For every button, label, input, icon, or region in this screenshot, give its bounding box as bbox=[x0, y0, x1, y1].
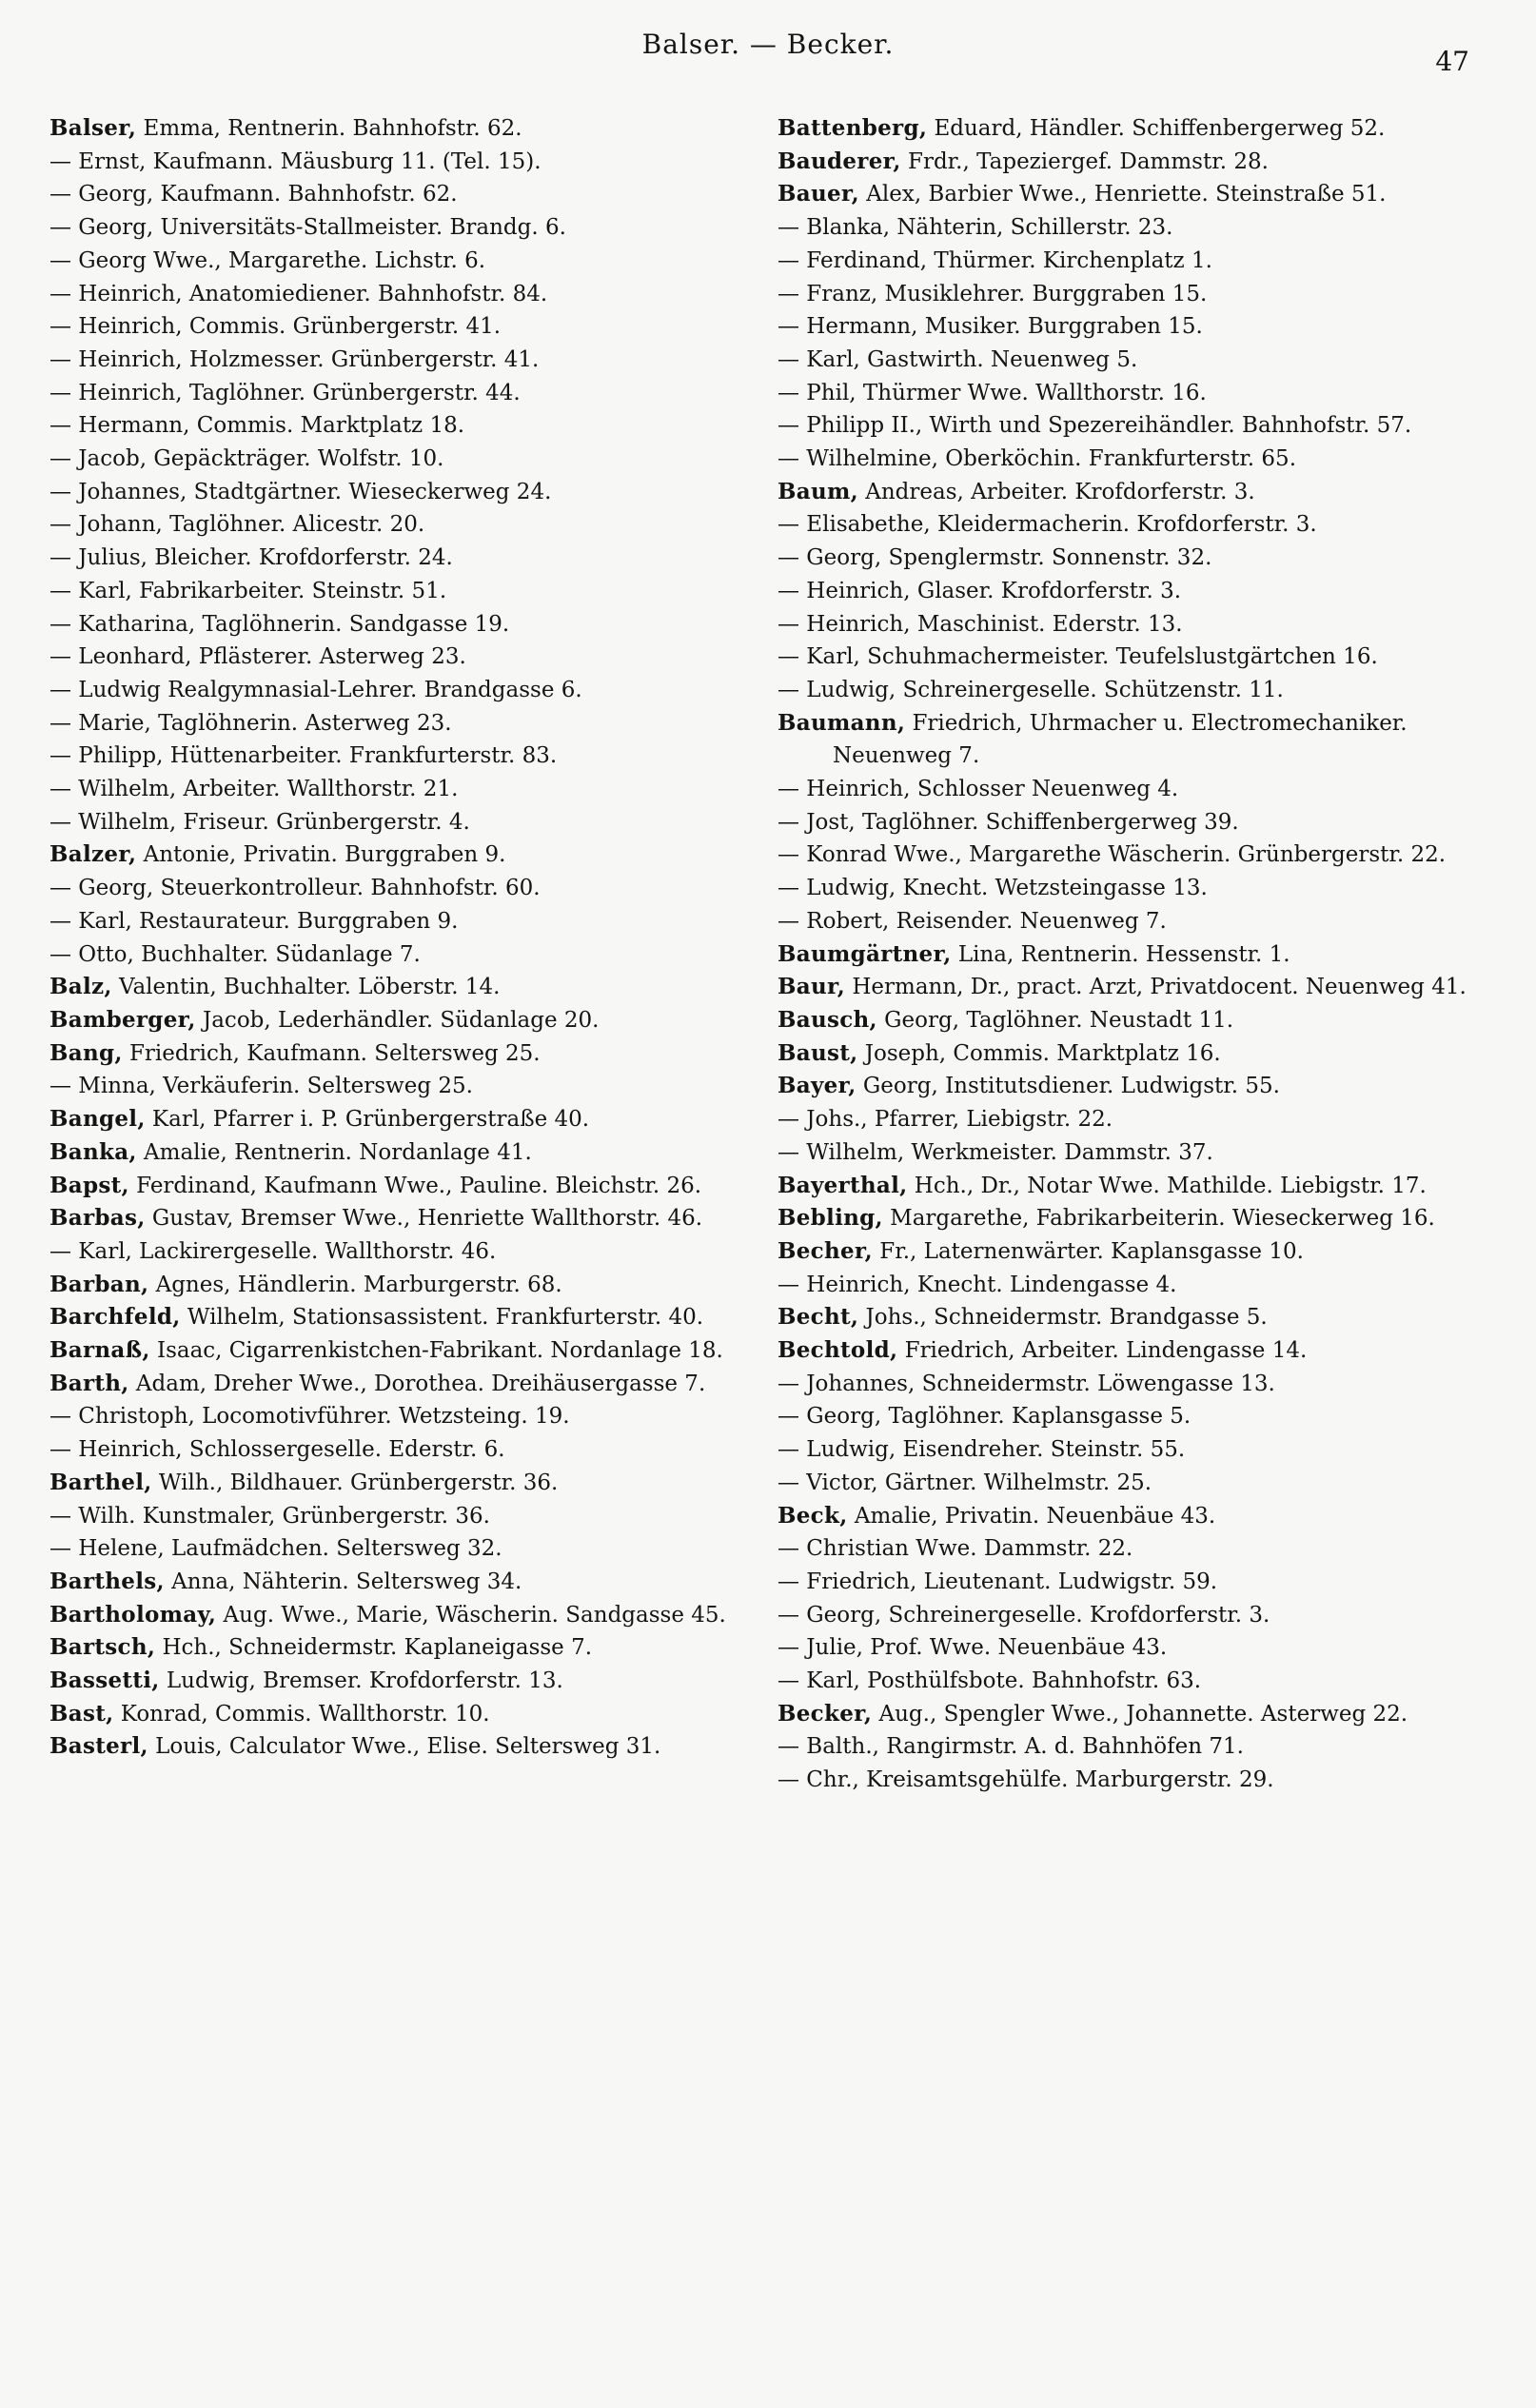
directory-entry bbox=[778, 905, 1487, 938]
entry-surname: Bamberger, bbox=[49, 1006, 196, 1033]
entry-details: — Heinrich, Commis. Grünbergerstr. 41. bbox=[49, 314, 502, 340]
entry-details: — Georg Wwe., Margarethe. Lichstr. 6. bbox=[49, 247, 486, 273]
entry-details: — Hermann, Commis. Marktplatz 18. bbox=[49, 413, 465, 439]
directory-entry bbox=[49, 542, 758, 575]
entry-surname: Baust, bbox=[778, 1039, 858, 1066]
entry-details: — Victor, Gärtner. Wilhelmstr. 25. bbox=[778, 1470, 1152, 1495]
entry-details: — Georg, Kaufmann. Bahnhofstr. 62. bbox=[49, 182, 458, 207]
directory-entry bbox=[778, 608, 1487, 641]
directory-entry bbox=[778, 443, 1487, 476]
directory-entry bbox=[778, 146, 1487, 179]
directory-entry bbox=[49, 575, 758, 608]
directory-entry bbox=[49, 608, 758, 641]
entry-details: — Karl, Gastwirth. Neuenweg 5. bbox=[778, 346, 1138, 372]
directory-entry bbox=[778, 409, 1487, 443]
entry-details: Andreas, Arbeiter. Krofdorferstr. 3. bbox=[857, 479, 1255, 504]
directory-entry bbox=[778, 1566, 1487, 1599]
entry-details: — Julius, Bleicher. Krofdorferstr. 24. bbox=[49, 545, 453, 571]
entry-surname: Balz, bbox=[49, 974, 112, 1000]
entry-surname: Barchfeld, bbox=[49, 1304, 181, 1331]
entry-surname: Bast, bbox=[49, 1700, 114, 1727]
entry-details: — Karl, Lackirergeselle. Wallthorstr. 46. bbox=[49, 1238, 497, 1264]
directory-entry bbox=[778, 476, 1487, 509]
entry-details: — Elisabethe, Kleidermacherin. Krofdorferstr. 3. bbox=[778, 512, 1317, 538]
right-column bbox=[778, 112, 1487, 1797]
entry-details: Anna, Nähterin. Seltersweg 34. bbox=[164, 1569, 522, 1594]
directory-entry bbox=[778, 1368, 1487, 1401]
directory-entry bbox=[49, 1103, 758, 1136]
entry-surname: Barthel, bbox=[49, 1469, 152, 1495]
entry-surname: Bapst, bbox=[49, 1172, 129, 1198]
directory-entry bbox=[49, 1136, 758, 1170]
entry-details: — Helene, Laufmädchen. Seltersweg 32. bbox=[49, 1536, 502, 1562]
entry-details: Ludwig, Bremser. Krofdorferstr. 13. bbox=[159, 1668, 563, 1694]
directory-entry bbox=[49, 508, 758, 542]
directory-entry bbox=[778, 1433, 1487, 1467]
entry-surname: Bang, bbox=[49, 1039, 123, 1066]
directory-entry bbox=[49, 1368, 758, 1401]
directory-entry bbox=[49, 1269, 758, 1302]
directory-entry bbox=[778, 1103, 1487, 1136]
directory-entry bbox=[49, 278, 758, 311]
directory-entry bbox=[778, 806, 1487, 839]
directory-entry bbox=[778, 344, 1487, 377]
entry-surname: Bayerthal, bbox=[778, 1172, 908, 1198]
entry-details: — Georg, Universitäts-Stallmeister. Brandg. 6. bbox=[49, 215, 566, 241]
entry-surname: Baumgärtner, bbox=[778, 940, 952, 967]
entry-details: — Johannes, Schneidermstr. Löwengasse 13. bbox=[778, 1371, 1275, 1396]
directory-entry bbox=[49, 310, 758, 344]
directory-entry bbox=[49, 409, 758, 443]
entry-details: — Balth., Rangirmstr. A. d. Bahnhöfen 71. bbox=[778, 1734, 1244, 1760]
entry-details: Joseph, Commis. Marktplatz 16. bbox=[857, 1040, 1221, 1066]
entry-details: Hch., Schneidermstr. Kaplaneigasse 7. bbox=[155, 1635, 593, 1661]
directory-entry bbox=[49, 1532, 758, 1566]
entry-details: — Georg, Steuerkontrolleur. Bahnhofstr. 60. bbox=[49, 876, 541, 901]
directory-entry bbox=[778, 575, 1487, 608]
directory-entry bbox=[49, 1566, 758, 1599]
entry-details: — Heinrich, Schlossergeselle. Ederstr. 6. bbox=[49, 1437, 505, 1463]
entry-details: Margarethe, Fabrikarbeiterin. Wieseckerweg 16. bbox=[882, 1206, 1435, 1232]
directory-entry bbox=[49, 1433, 758, 1467]
directory-entry bbox=[778, 377, 1487, 410]
entry-details: Georg, Institutsdiener. Ludwigstr. 55. bbox=[856, 1074, 1280, 1099]
entry-details: — Chr., Kreisamtsgehülfe. Marburgerstr. 29. bbox=[778, 1767, 1274, 1793]
directory-entry bbox=[778, 1170, 1487, 1203]
directory-entry bbox=[49, 707, 758, 740]
entry-surname: Bausch, bbox=[778, 1006, 877, 1033]
directory-entry bbox=[778, 1136, 1487, 1170]
directory-entry bbox=[778, 707, 1487, 773]
entry-details: Emma, Rentnerin. Bahnhofstr. 62. bbox=[136, 116, 522, 141]
entry-details: Valentin, Buchhalter. Löberstr. 14. bbox=[111, 975, 501, 1000]
entry-surname: Baum, bbox=[778, 478, 858, 504]
entry-surname: Becht, bbox=[778, 1304, 859, 1331]
directory-entry bbox=[49, 344, 758, 377]
entry-surname: Bayer, bbox=[778, 1073, 857, 1099]
entry-details: — Franz, Musiklehrer. Burggraben 15. bbox=[778, 281, 1208, 306]
entry-details: — Christian Wwe. Dammstr. 22. bbox=[778, 1536, 1133, 1562]
directory-entry bbox=[49, 1467, 758, 1500]
directory-entry bbox=[49, 112, 758, 146]
entry-surname: Becker, bbox=[778, 1700, 873, 1727]
entry-details: Aug., Spengler Wwe., Johannette. Asterweg 22. bbox=[872, 1701, 1408, 1727]
entry-details: Wilh., Bildhauer. Grünbergerstr. 36. bbox=[151, 1470, 559, 1495]
entry-details: Amalie, Rentnerin. Nordanlage 41. bbox=[136, 1139, 532, 1165]
directory-columns bbox=[49, 112, 1487, 1797]
entry-details: Hch., Dr., Notar Wwe. Mathilde. Liebigstr. 17. bbox=[907, 1173, 1427, 1198]
directory-entry bbox=[778, 938, 1487, 972]
entry-surname: Barnaß, bbox=[49, 1337, 150, 1364]
entry-details: — Georg, Spenglermstr. Sonnenstr. 32. bbox=[778, 545, 1212, 571]
entry-details: — Ludwig Realgymnasial-Lehrer. Brandgasse 6. bbox=[49, 677, 582, 702]
directory-entry bbox=[49, 872, 758, 905]
directory-entry bbox=[49, 806, 758, 839]
entry-details: Johs., Schneidermstr. Brandgasse 5. bbox=[858, 1305, 1268, 1331]
entry-details: — Katharina, Taglöhnerin. Sandgasse 19. bbox=[49, 611, 510, 637]
running-title: Balser. — Becker. bbox=[641, 29, 895, 60]
entry-details: Friedrich, Arbeiter. Lindengasse 14. bbox=[897, 1338, 1308, 1364]
entry-details: — Johannes, Stadtgärtner. Wieseckerweg 24. bbox=[49, 479, 552, 504]
entry-surname: Bartsch, bbox=[49, 1634, 156, 1661]
entry-details: — Heinrich, Maschinist. Ederstr. 13. bbox=[778, 611, 1183, 637]
entry-details: Alex, Barbier Wwe., Henriette. Steinstraße 51. bbox=[858, 182, 1387, 207]
entry-details: — Minna, Verkäuferin. Seltersweg 25. bbox=[49, 1074, 473, 1099]
directory-entry bbox=[49, 905, 758, 938]
entry-details: Amalie, Privatin. Neuenbäue 43. bbox=[847, 1503, 1216, 1529]
directory-entry bbox=[778, 310, 1487, 344]
entry-details: Karl, Pfarrer i. P. Grünbergerstraße 40. bbox=[145, 1107, 590, 1133]
directory-entry bbox=[778, 1730, 1487, 1764]
entry-details: — Wilh. Kunstmaler, Grünbergerstr. 36. bbox=[49, 1503, 490, 1529]
directory-entry bbox=[778, 508, 1487, 542]
entry-details: — Leonhard, Pflästerer. Asterweg 23. bbox=[49, 644, 466, 670]
entry-details: — Georg, Schreinergeselle. Krofdorferstr. 3. bbox=[778, 1602, 1270, 1628]
entry-details: — Ludwig, Eisendreher. Steinstr. 55. bbox=[778, 1437, 1186, 1463]
entry-surname: Balser, bbox=[49, 115, 137, 141]
page-number: 47 bbox=[1435, 46, 1469, 77]
directory-entry bbox=[49, 443, 758, 476]
entry-details: Fr., Laternenwärter. Kaplansgasse 10. bbox=[873, 1238, 1304, 1264]
entry-details: — Heinrich, Glaser. Krofdorferstr. 3. bbox=[778, 578, 1182, 603]
entry-surname: Bauer, bbox=[778, 181, 859, 207]
entry-details: Georg, Taglöhner. Neustadt 11. bbox=[876, 1007, 1234, 1033]
entry-surname: Barthels, bbox=[49, 1568, 165, 1594]
entry-surname: Basterl, bbox=[49, 1733, 148, 1760]
entry-details: — Ferdinand, Thürmer. Kirchenplatz 1. bbox=[778, 247, 1212, 273]
entry-details: Antonie, Privatin. Burggraben 9. bbox=[136, 842, 506, 868]
entry-details: Ferdinand, Kaufmann Wwe., Pauline. Bleichstr. 26. bbox=[128, 1173, 702, 1198]
entry-details: — Phil, Thürmer Wwe. Wallthorstr. 16. bbox=[778, 380, 1207, 405]
entry-details: — Johs., Pfarrer, Liebigstr. 22. bbox=[778, 1107, 1113, 1133]
directory-entry bbox=[778, 1532, 1487, 1566]
directory-entry bbox=[778, 1004, 1487, 1037]
entry-details: — Karl, Posthülfsbote. Bahnhofstr. 63. bbox=[778, 1668, 1202, 1694]
directory-entry bbox=[49, 377, 758, 410]
entry-details: — Blanka, Nähterin, Schillerstr. 23. bbox=[778, 215, 1173, 241]
directory-entry bbox=[778, 1269, 1487, 1302]
directory-entry bbox=[49, 1400, 758, 1433]
entry-details: Friedrich, Uhrmacher u. Electromechaniker. Neuenweg 7. bbox=[833, 710, 1408, 769]
entry-details: — Marie, Taglöhnerin. Asterweg 23. bbox=[49, 710, 452, 736]
entry-details: — Ludwig, Knecht. Wetzsteingasse 13. bbox=[778, 876, 1208, 901]
entry-details: — Ernst, Kaufmann. Mäusburg 11. (Tel. 15). bbox=[49, 148, 542, 174]
directory-entry bbox=[778, 1665, 1487, 1698]
directory-entry bbox=[49, 178, 758, 211]
directory-entry bbox=[778, 1301, 1487, 1334]
entry-details: — Heinrich, Holzmesser. Grünbergerstr. 41. bbox=[49, 346, 540, 372]
entry-details: Agnes, Händlerin. Marburgerstr. 68. bbox=[148, 1272, 562, 1297]
entry-surname: Bebling, bbox=[778, 1205, 883, 1232]
entry-details: — Heinrich, Knecht. Lindengasse 4. bbox=[778, 1272, 1177, 1297]
directory-entry bbox=[778, 1037, 1487, 1071]
entry-details: Friedrich, Kaufmann. Seltersweg 25. bbox=[122, 1040, 541, 1066]
entry-details: — Ludwig, Schreinergeselle. Schützenstr. 11. bbox=[778, 677, 1284, 702]
entry-surname: Battenberg, bbox=[778, 115, 928, 141]
directory-entry bbox=[49, 211, 758, 245]
directory-entry bbox=[49, 245, 758, 278]
directory-entry bbox=[778, 641, 1487, 674]
entry-details: — Karl, Schuhmachermeister. Teufelslustgärtchen 16. bbox=[778, 644, 1378, 670]
entry-surname: Baur, bbox=[778, 974, 846, 1000]
directory-entry bbox=[49, 740, 758, 773]
directory-entry bbox=[778, 1500, 1487, 1533]
entry-details: — Philipp II., Wirth und Spezereihändler. Bahnhofstr. 57. bbox=[778, 413, 1412, 439]
entry-details: Lina, Rentnerin. Hessenstr. 1. bbox=[951, 941, 1290, 967]
entry-details: — Julie, Prof. Wwe. Neuenbäue 43. bbox=[778, 1635, 1168, 1661]
directory-entry bbox=[49, 1500, 758, 1533]
entry-details: — Robert, Reisender. Neuenweg 7. bbox=[778, 908, 1167, 934]
directory-entry bbox=[778, 1334, 1487, 1368]
directory-entry bbox=[778, 1631, 1487, 1665]
directory-entry bbox=[49, 1202, 758, 1235]
entry-details: Eduard, Händler. Schiffenbergerweg 52. bbox=[927, 116, 1386, 141]
entry-surname: Balzer, bbox=[49, 841, 137, 868]
entry-details: Frdr., Tapeziergef. Dammstr. 28. bbox=[900, 148, 1269, 174]
directory-entry bbox=[778, 872, 1487, 905]
entry-details: — Heinrich, Taglöhner. Grünbergerstr. 44. bbox=[49, 380, 521, 405]
directory-entry bbox=[778, 773, 1487, 806]
entry-details: — Hermann, Musiker. Burggraben 15. bbox=[778, 314, 1203, 340]
entry-details: — Christoph, Locomotivführer. Wetzsteing. 19. bbox=[49, 1404, 570, 1430]
entry-surname: Bartholomay, bbox=[49, 1601, 217, 1628]
entry-details: Konrad, Commis. Wallthorstr. 10. bbox=[113, 1701, 490, 1727]
entry-details: — Georg, Taglöhner. Kaplansgasse 5. bbox=[778, 1404, 1191, 1430]
entry-details: — Jost, Taglöhner. Schiffenbergerweg 39. bbox=[778, 809, 1239, 835]
entry-details: Louis, Calculator Wwe., Elise. Seltersweg 31. bbox=[148, 1734, 661, 1760]
directory-entry bbox=[49, 674, 758, 707]
directory-entry bbox=[778, 245, 1487, 278]
entry-details: — Johann, Taglöhner. Alicestr. 20. bbox=[49, 512, 425, 538]
entry-details: Jacob, Lederhändler. Südanlage 20. bbox=[195, 1007, 600, 1033]
entry-surname: Bangel, bbox=[49, 1106, 146, 1133]
entry-details: Gustav, Bremser Wwe., Henriette Wallthorstr. 46. bbox=[145, 1206, 703, 1232]
entry-surname: Banka, bbox=[49, 1138, 137, 1165]
entry-details: — Karl, Fabrikarbeiter. Steinstr. 51. bbox=[49, 578, 447, 603]
directory-entry bbox=[778, 1467, 1487, 1500]
directory-entry bbox=[49, 1698, 758, 1731]
entry-surname: Becher, bbox=[778, 1237, 873, 1264]
directory-entry bbox=[49, 1004, 758, 1037]
directory-entry bbox=[778, 1235, 1487, 1269]
entry-surname: Beck, bbox=[778, 1502, 848, 1529]
directory-entry bbox=[778, 839, 1487, 872]
entry-surname: Bechtold, bbox=[778, 1337, 898, 1364]
entry-details: — Heinrich, Schlosser Neuenweg 4. bbox=[778, 777, 1179, 802]
entry-details: Wilhelm, Stationsassistent. Frankfurterstr. 40. bbox=[180, 1305, 704, 1331]
directory-entry bbox=[778, 112, 1487, 146]
directory-entry bbox=[49, 1631, 758, 1665]
directory-entry bbox=[778, 1070, 1487, 1103]
entry-details: — Wilhelm, Arbeiter. Wallthorstr. 21. bbox=[49, 777, 459, 802]
directory-entry bbox=[49, 938, 758, 972]
entry-details: — Wilhelm, Werkmeister. Dammstr. 37. bbox=[778, 1139, 1213, 1165]
entry-surname: Baumann, bbox=[778, 709, 906, 736]
entry-details: — Friedrich, Lieutenant. Ludwigstr. 59. bbox=[778, 1569, 1218, 1594]
directory-entry bbox=[778, 1202, 1487, 1235]
directory-entry bbox=[49, 641, 758, 674]
directory-entry bbox=[49, 773, 758, 806]
entry-details: Aug. Wwe., Marie, Wäscherin. Sandgasse 45. bbox=[216, 1602, 726, 1628]
entry-surname: Bassetti, bbox=[49, 1668, 160, 1694]
directory-entry bbox=[778, 971, 1487, 1004]
entry-surname: Bauderer, bbox=[778, 148, 901, 174]
entry-surname: Barbas, bbox=[49, 1205, 146, 1232]
directory-entry bbox=[778, 278, 1487, 311]
directory-entry bbox=[49, 476, 758, 509]
directory-entry bbox=[49, 1665, 758, 1698]
directory-entry bbox=[778, 1599, 1487, 1632]
directory-entry bbox=[49, 1235, 758, 1269]
directory-entry bbox=[778, 674, 1487, 707]
directory-entry bbox=[49, 146, 758, 179]
directory-entry bbox=[778, 211, 1487, 245]
directory-entry bbox=[49, 1730, 758, 1764]
directory-entry bbox=[49, 1599, 758, 1632]
directory-entry bbox=[778, 1400, 1487, 1433]
entry-surname: Barth, bbox=[49, 1370, 129, 1396]
entry-details: — Philipp, Hüttenarbeiter. Frankfurterstr. 83. bbox=[49, 743, 558, 769]
entry-details: — Otto, Buchhalter. Südanlage 7. bbox=[49, 941, 421, 967]
directory-entry bbox=[49, 839, 758, 872]
entry-details: — Wilhelmine, Oberköchin. Frankfurterstr. 65. bbox=[778, 446, 1297, 472]
entry-details: — Jacob, Gepäckträger. Wolfstr. 10. bbox=[49, 446, 444, 472]
entry-details: Isaac, Cigarrenkistchen-Fabrikant. Nordanlage 18. bbox=[149, 1338, 723, 1364]
entry-details: — Wilhelm, Friseur. Grünbergerstr. 4. bbox=[49, 809, 470, 835]
directory-entry bbox=[49, 1070, 758, 1103]
entry-details: Adam, Dreher Wwe., Dorothea. Dreihäusergasse 7. bbox=[128, 1371, 706, 1396]
directory-entry bbox=[778, 178, 1487, 211]
directory-entry bbox=[49, 1037, 758, 1071]
directory-entry bbox=[778, 1698, 1487, 1731]
directory-entry bbox=[49, 971, 758, 1004]
directory-entry bbox=[49, 1334, 758, 1368]
entry-details: — Konrad Wwe., Margarethe Wäscherin. Grünbergerstr. 22. bbox=[778, 842, 1447, 868]
left-column bbox=[49, 112, 758, 1797]
entry-details: Hermann, Dr., pract. Arzt, Privatdocent. Neuenweg 41. bbox=[845, 975, 1467, 1000]
entry-surname: Barban, bbox=[49, 1271, 149, 1297]
directory-entry bbox=[778, 542, 1487, 575]
entry-details: — Karl, Restaurateur. Burggraben 9. bbox=[49, 908, 459, 934]
directory-entry bbox=[778, 1764, 1487, 1797]
entry-details: — Heinrich, Anatomiediener. Bahnhofstr. 84. bbox=[49, 281, 548, 306]
directory-entry bbox=[49, 1170, 758, 1203]
directory-entry bbox=[49, 1301, 758, 1334]
